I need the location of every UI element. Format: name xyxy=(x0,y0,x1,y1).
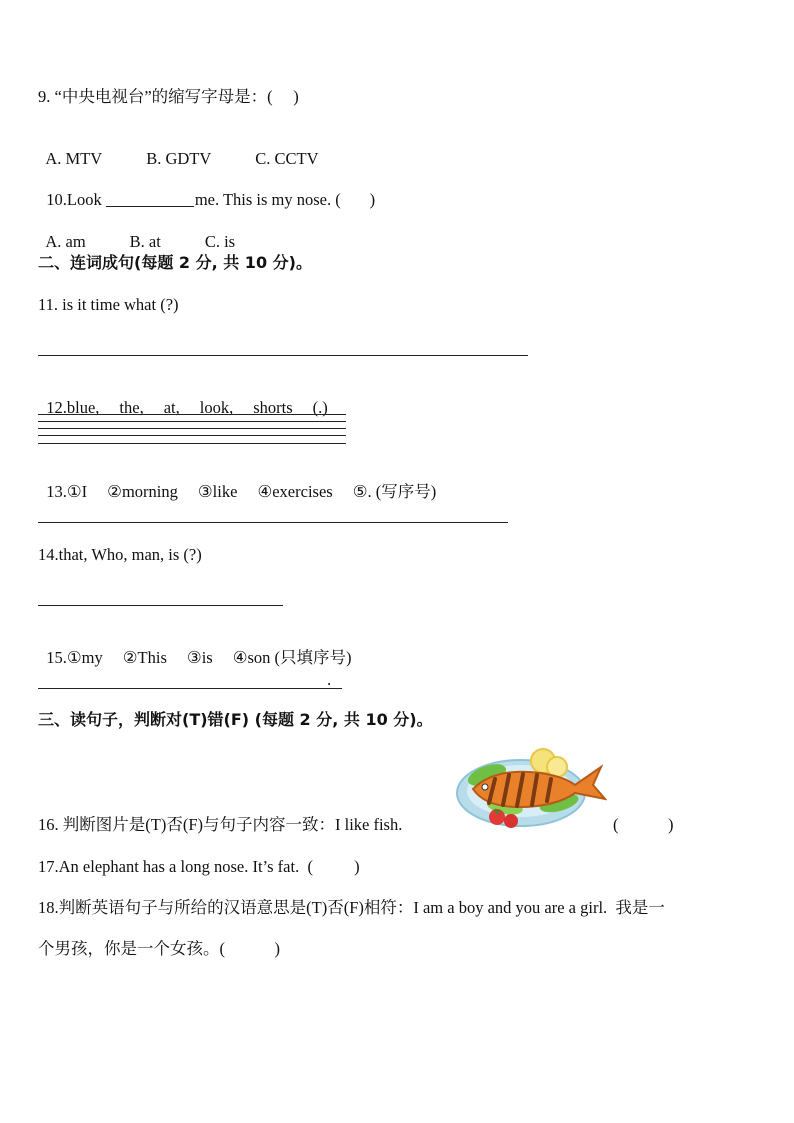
question-13 xyxy=(38,462,436,502)
word: (.) xyxy=(312,398,328,417)
answer-line[interactable] xyxy=(38,414,346,415)
word: 12.blue, xyxy=(46,398,100,417)
word: shorts xyxy=(253,398,293,417)
question-10-suffix: me. This is my nose. ( ) xyxy=(194,190,376,209)
answer-line[interactable] xyxy=(38,421,346,422)
answer-line[interactable] xyxy=(38,688,342,689)
question-18-line2: 个男孩，你是一个女孩。( ) xyxy=(38,939,280,958)
question-17: 17.An elephant has a long nose. It’s fat. ( ) xyxy=(38,857,360,876)
answer-line[interactable] xyxy=(38,443,346,444)
answer-line[interactable] xyxy=(38,428,346,429)
fish-plate-image xyxy=(455,745,607,833)
question-16: 16. 判断图片是(T)否(F)与句子内容一致：I like fish. xyxy=(38,815,403,834)
answer-blank[interactable] xyxy=(106,190,194,207)
word: ③is xyxy=(186,648,213,667)
question-14: 14.that, Who, man, is (?) xyxy=(38,545,202,564)
word: ④exercises xyxy=(257,482,333,501)
option-c: C. is xyxy=(204,232,236,251)
option-b: B. GDTV xyxy=(146,149,212,168)
question-12 xyxy=(38,378,328,418)
question-9-options xyxy=(38,129,319,169)
question-15-period: . xyxy=(327,670,332,689)
word: ⑤. (写序号) xyxy=(352,482,437,501)
question-16-answer[interactable]: ( ) xyxy=(613,815,674,834)
fish-plate-icon xyxy=(455,745,607,833)
question-10-options xyxy=(38,212,235,252)
question-11: 11. is it time what (?) xyxy=(38,295,179,314)
answer-line[interactable] xyxy=(38,435,346,436)
question-10-stem xyxy=(38,170,375,210)
word: ②This xyxy=(122,648,167,667)
answer-line[interactable] xyxy=(38,522,508,523)
word: at, xyxy=(163,398,180,417)
question-9-stem: 9. “中央电视台”的缩写字母是：( ) xyxy=(38,87,299,106)
word: 13.①I xyxy=(46,482,88,501)
answer-line[interactable] xyxy=(38,605,283,606)
word: ②morning xyxy=(107,482,178,501)
option-a: A. am xyxy=(45,232,86,251)
word: the, xyxy=(119,398,144,417)
answer-line[interactable] xyxy=(38,355,528,356)
option-b: B. at xyxy=(129,232,161,251)
word: ④son (只填序号) xyxy=(232,648,352,667)
section-2-title: 二、连词成句(每题 2 分, 共 10 分)。 xyxy=(38,253,312,272)
word: 15.①my xyxy=(46,648,103,667)
option-c: C. CCTV xyxy=(255,149,319,168)
word: look, xyxy=(199,398,234,417)
question-18-line1: 18.判断英语句子与所给的汉语意思是(T)否(F)相符：I am a boy and you are a girl. 我是一 xyxy=(38,898,665,917)
section-3-title: 三、读句子，判断对(T)错(F) (每题 2 分, 共 10 分)。 xyxy=(38,710,433,729)
option-a: A. MTV xyxy=(45,149,103,168)
word: ③like xyxy=(197,482,238,501)
question-15 xyxy=(38,628,352,668)
question-10-prefix: 10.Look xyxy=(46,190,106,209)
